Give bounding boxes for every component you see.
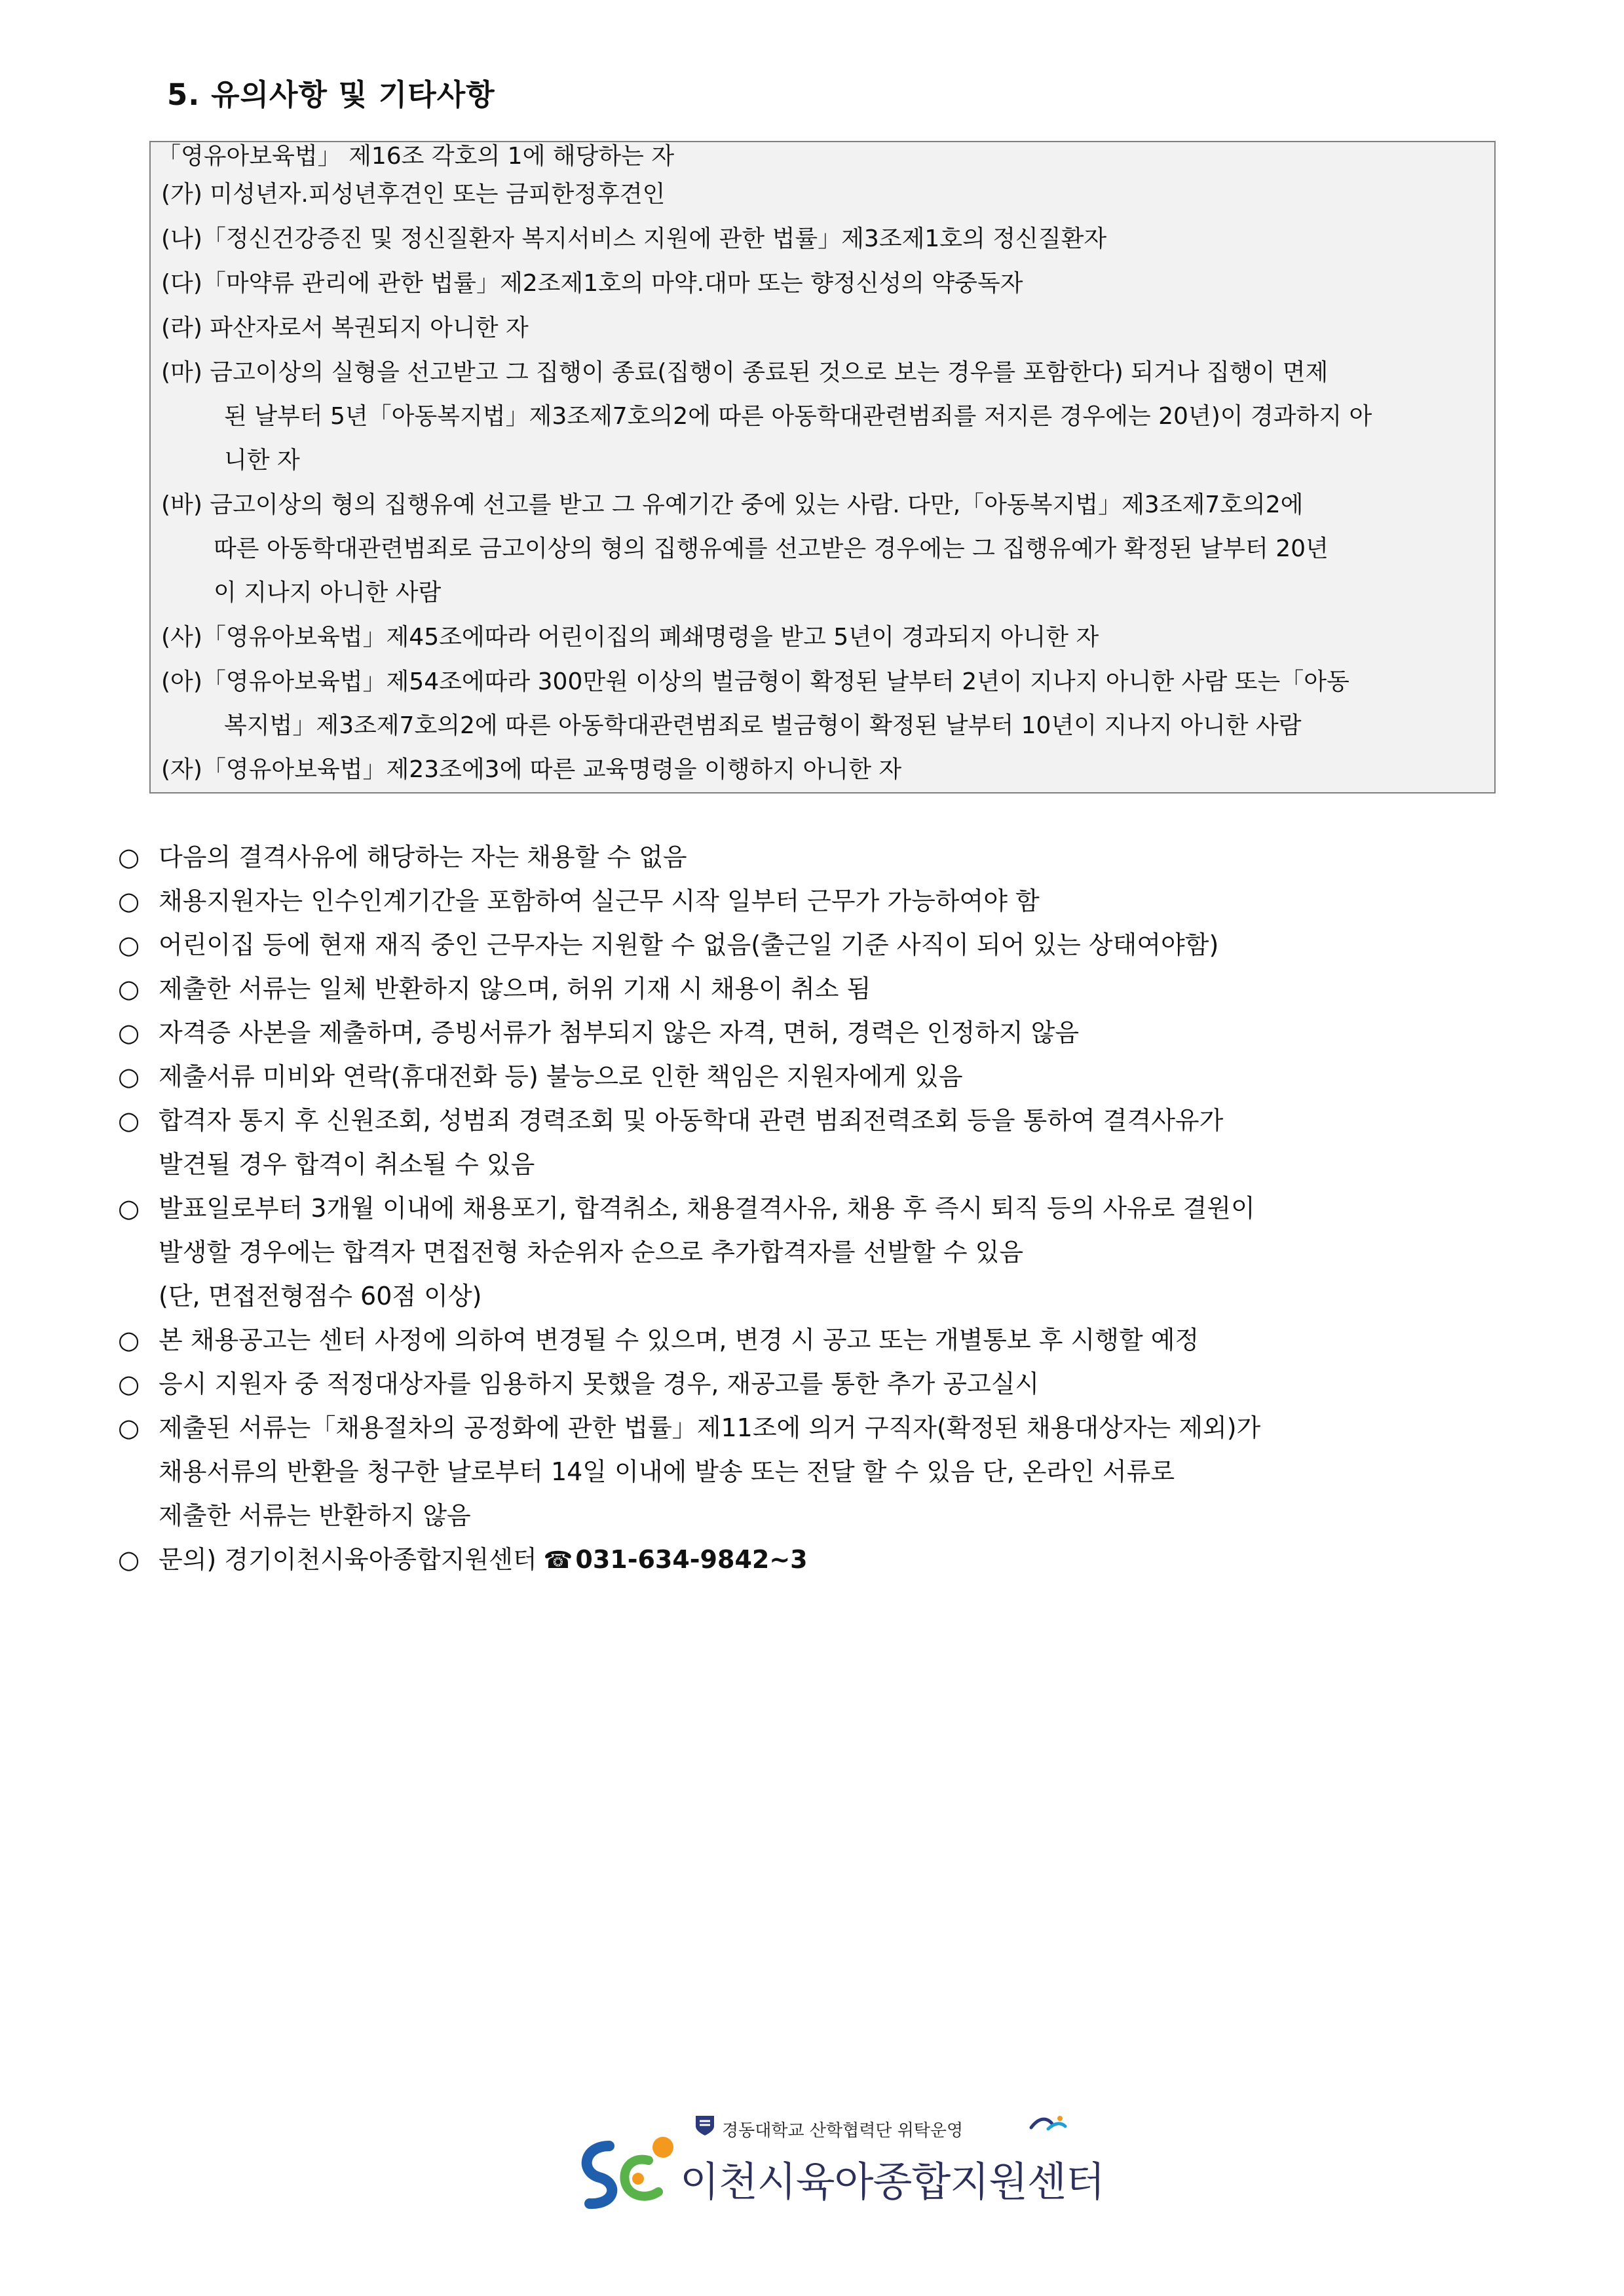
- bullet-circle-icon: ○: [118, 1062, 140, 1091]
- center-name: 이천시육아종합지원센터: [680, 2158, 1105, 2206]
- box-line-ma-cont: 니한 자: [224, 447, 300, 474]
- operator-wave-icon: [1029, 2114, 1068, 2134]
- note-item: ○ 어린이집 등에 현재 재직 중인 근무자는 지원할 수 없음(출근일 기준 사직이 되어 있는 상태여야함): [118, 930, 1219, 959]
- note-item: ○ 본 채용공고는 센터 사정에 의하여 변경될 수 있으며, 변경 시 공고 또는 개별통보 후 시행할 예정: [118, 1326, 1199, 1354]
- note-item: ○ 채용지원자는 인수인계기간을 포함하여 실근무 시작 일부터 근무가 가능하여야 함: [118, 887, 1040, 915]
- university-emblem-icon: [693, 2113, 717, 2137]
- box-line-ba-cont: 따른 아동학대관련범죄로 금고이상의 형의 집행유예를 선고받은 경우에는 그 집행유예가 확정된 날부터 20년: [214, 535, 1329, 562]
- center-logo-icon: [570, 2120, 688, 2218]
- bullet-circle-icon: ○: [118, 974, 140, 1003]
- bullet-circle-icon: ○: [118, 1413, 140, 1442]
- box-line-ma-cont: 된 날부터 5년「아동복지법」제3조제7호의2에 따른 아동학대관련범죄를 저지른 경우에는 20년)이 경과하지 아: [224, 403, 1372, 430]
- contact-label: 문의) 경기이천시육아종합지원센터: [159, 1545, 537, 1574]
- box-line-ma: (마) 금고이상의 실형을 선고받고 그 집행이 종료(집행이 종료된 것으로 보는 경우를 포함한다) 되거나 집행이 면제: [161, 359, 1329, 386]
- bullet-circle-icon: ○: [118, 1194, 140, 1223]
- box-line-na: (나)「정신건강증진 및 정신질환자 복지서비스 지원에 관한 법률」제3조제1호의 정신질환자: [161, 225, 1107, 252]
- note-item: ○ 자격증 사본을 제출하며, 증빙서류가 첨부되지 않은 자격, 면허, 경력은 인정하지 않음: [118, 1018, 1080, 1047]
- operator-text: 경동대학교 산학협력단 위탁운영: [722, 2121, 964, 2141]
- note-item-cont: (단, 면접전형점수 60점 이상): [159, 1282, 482, 1311]
- bullet-circle-icon: ○: [118, 887, 140, 915]
- bullet-circle-icon: ○: [118, 1326, 140, 1354]
- note-item: ○ 응시 지원자 중 적정대상자를 임용하지 못했을 경우, 재공고를 통한 추가 공고실시: [118, 1369, 1040, 1398]
- note-item-cont: 제출한 서류는 반환하지 않음: [159, 1501, 471, 1530]
- box-line-intro: 「영유아보육법」 제16조 각호의 1에 해당하는 자: [157, 143, 675, 170]
- box-line-a: (아)「영유아보육법」제54조에따라 300만원 이상의 벌금형이 확정된 날부터 2년이 지나지 아니한 사람 또는「아동: [161, 668, 1350, 695]
- box-line-ba-cont: 이 지나지 아니한 사람: [214, 579, 442, 606]
- note-item: ○ 제출한 서류는 일체 반환하지 않으며, 허위 기재 시 채용이 취소 됨: [118, 974, 871, 1003]
- box-line-a-cont: 복지법」제3조제7호의2에 따른 아동학대관련범죄로 벌금형이 확정된 날부터 10년이 지나지 아니한 사람: [224, 712, 1302, 739]
- bullet-circle-icon: ○: [118, 1545, 140, 1574]
- contact-phone: 031-634-9842~3: [575, 1545, 808, 1574]
- footer-logo: [570, 2113, 1105, 2211]
- box-line-sa: (사)「영유아보육법」제45조에따라 어린이집의 폐쇄명령을 받고 5년이 경과되지 아니한 자: [161, 624, 1099, 651]
- section-title: 5. 유의사항 및 기타사항: [167, 77, 495, 112]
- note-item: ○ 합격자 통지 후 신원조회, 성범죄 경력조회 및 아동학대 관련 범죄전력조회 등을 통하여 결격사유가: [118, 1106, 1224, 1135]
- box-line-da: (다)「마약류 관리에 관한 법률」제2조제1호의 마약.대마 또는 향정신성의 약중독자: [161, 270, 1023, 297]
- bullet-circle-icon: ○: [118, 1018, 140, 1047]
- box-line-ba: (바) 금고이상의 형의 집행유예 선고를 받고 그 유예기간 중에 있는 사람. 다만,「아동복지법」제3조제7호의2에: [161, 491, 1304, 518]
- note-item-cont: 발견될 경우 합격이 취소될 수 있음: [159, 1150, 535, 1179]
- note-item-cont: 발생할 경우에는 합격자 면접전형 차순위자 순으로 추가합격자를 선발할 수 있음: [159, 1238, 1024, 1267]
- bullet-circle-icon: ○: [118, 1369, 140, 1398]
- disqualification-box: [149, 141, 1496, 794]
- telephone-icon: ☎: [543, 1547, 573, 1574]
- box-line-ja: (자)「영유아보육법」제23조에3에 따른 교육명령을 이행하지 아니한 자: [161, 756, 902, 783]
- note-item: ○ 다음의 결격사유에 해당하는 자는 채용할 수 없음: [118, 843, 687, 871]
- box-line-ga: (가) 미성년자.피성년후견인 또는 금피한정후견인: [161, 181, 666, 208]
- note-item: ○ 제출서류 미비와 연락(휴대전화 등) 불능으로 인한 책임은 지원자에게 있음: [118, 1062, 963, 1091]
- note-item-cont: 채용서류의 반환을 청구한 날로부터 14일 이내에 발송 또는 전달 할 수 있음 단, 온라인 서류로: [159, 1457, 1175, 1486]
- bullet-circle-icon: ○: [118, 930, 140, 959]
- contact-line: [118, 1544, 808, 1576]
- note-item: ○ 발표일로부터 3개월 이내에 채용포기, 합격취소, 채용결격사유, 채용 후 즉시 퇴직 등의 사유로 결원이: [118, 1194, 1255, 1223]
- note-item: ○ 제출된 서류는「채용절차의 공정화에 관한 법률」제11조에 의거 구직자(확정된 채용대상자는 제외)가: [118, 1413, 1261, 1442]
- box-line-ra: (라) 파산자로서 복권되지 아니한 자: [161, 315, 529, 341]
- bullet-circle-icon: ○: [118, 843, 140, 871]
- bullet-circle-icon: ○: [118, 1106, 140, 1135]
